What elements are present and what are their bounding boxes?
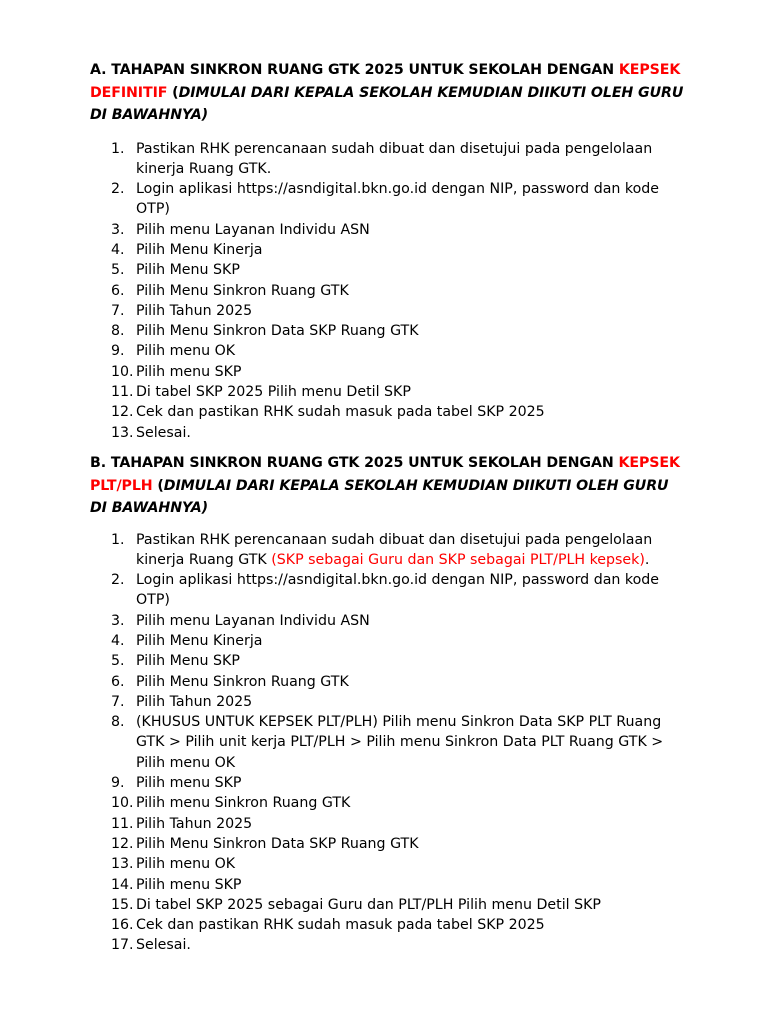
step-number: 17. xyxy=(111,937,134,954)
section-b-title: B. TAHAPAN SINKRON RUANG GTK 2025 UNTUK SEKOLAH DENGAN xyxy=(90,455,619,471)
step-text: Pastikan RHK perencanaan sudah dibuat dan disetujui pada pengelolaan kinerja Ruang GTK xyxy=(136,531,653,568)
step-number: 11. xyxy=(111,815,134,832)
list-item xyxy=(90,935,666,955)
step-number: 2. xyxy=(111,572,125,589)
step-number: 14. xyxy=(111,876,134,893)
step-number: 1. xyxy=(111,531,125,548)
step-number: 12. xyxy=(111,835,134,852)
section-b-subtitle: DIMULAI DARI KEPALA SEKOLAH KEMUDIAN DIIKUTI OLEH GURU DI BAWAHNYA) xyxy=(90,477,669,516)
section-b-steps xyxy=(90,530,690,956)
step-number: 10. xyxy=(111,363,134,380)
step-text: Cek dan pastikan RHK sudah masuk pada tabel SKP 2025 xyxy=(136,917,545,934)
list-item xyxy=(90,530,666,571)
step-text: Pilih Menu Kinerja xyxy=(136,632,263,649)
list-item xyxy=(90,281,666,301)
step-end: . xyxy=(644,551,650,568)
step-text: Login aplikasi https://asndigital.bkn.go.id dengan NIP, password dan kode OTP) xyxy=(136,572,660,609)
step-number: 5. xyxy=(111,262,125,279)
step-number: 16. xyxy=(111,917,134,934)
step-number: 13. xyxy=(111,424,134,441)
step-text: Pilih Menu Sinkron Ruang GTK xyxy=(136,673,349,690)
section-a-subtitle: DIMULAI DARI KEPALA SEKOLAH KEMUDIAN DIIKUTI OLEH GURU DI BAWAHNYA) xyxy=(90,84,684,123)
step-number: 11. xyxy=(111,384,134,401)
list-item xyxy=(90,854,666,874)
step-text: Pilih menu SKP xyxy=(136,363,242,380)
section-a-steps xyxy=(90,139,690,443)
list-item xyxy=(90,139,666,180)
list-item xyxy=(90,220,666,240)
step-text: (KHUSUS UNTUK KEPSEK PLT/PLH) Pilih menu Sinkron Data SKP PLT Ruang GTK > Pilih unit kerja PLT/PLH > Pilih menu Sinkron Data PLT Ruang GTK > Pilih menu OK xyxy=(136,714,664,771)
section-a-title-paren: ( xyxy=(167,84,179,101)
list-item xyxy=(90,895,666,915)
step-text: Pilih Menu Sinkron Data SKP Ruang GTK xyxy=(136,835,419,852)
step-number: 3. xyxy=(111,612,125,629)
section-a-title-highlight: KEPSEK DEFINITIF xyxy=(90,62,681,101)
list-item xyxy=(90,915,666,935)
step-number: 4. xyxy=(111,241,125,258)
step-text: Pilih Tahun 2025 xyxy=(136,302,253,319)
step-text: Cek dan pastikan RHK sudah masuk pada tabel SKP 2025 xyxy=(136,404,545,421)
step-number: 5. xyxy=(111,653,125,670)
step-text: Pastikan RHK perencanaan sudah dibuat dan disetujui pada pengelolaan kinerja Ruang GTK. xyxy=(136,140,653,177)
list-item xyxy=(90,773,666,793)
list-item xyxy=(90,423,666,443)
step-number: 12. xyxy=(111,404,134,421)
step-text: Pilih Menu SKP xyxy=(136,262,240,279)
step-text: Di tabel SKP 2025 sebagai Guru dan PLT/PLH Pilih menu Detil SKP xyxy=(136,896,601,913)
section-b-title-paren: ( xyxy=(152,477,164,494)
section-a xyxy=(90,59,690,443)
step-number: 3. xyxy=(111,221,125,238)
step-number: 8. xyxy=(111,323,125,340)
step-text: Pilih menu OK xyxy=(136,343,236,360)
step-text: Pilih menu SKP xyxy=(136,876,242,893)
step-text: Di tabel SKP 2025 Pilih menu Detil SKP xyxy=(136,384,411,401)
section-a-title: A. TAHAPAN SINKRON RUANG GTK 2025 UNTUK SEKOLAH DENGAN xyxy=(90,62,619,78)
step-text: Pilih menu Sinkron Ruang GTK xyxy=(136,795,351,812)
list-item xyxy=(90,611,666,631)
section-a-heading xyxy=(90,59,690,127)
step-text: Pilih menu SKP xyxy=(136,775,242,792)
list-item xyxy=(90,834,666,854)
step-text: Pilih Menu Sinkron Ruang GTK xyxy=(136,282,349,299)
step-number: 15. xyxy=(111,896,134,913)
step-text: Pilih menu Layanan Individu ASN xyxy=(136,221,370,238)
list-item xyxy=(90,179,666,220)
list-item xyxy=(90,402,666,422)
list-item xyxy=(90,631,666,651)
step-note: (SKP sebagai Guru dan SKP sebagai PLT/PLH kepsek) xyxy=(271,551,645,568)
step-number: 10. xyxy=(111,795,134,812)
step-text: Pilih menu Layanan Individu ASN xyxy=(136,612,370,629)
list-item xyxy=(90,793,666,813)
list-item xyxy=(90,875,666,895)
list-item xyxy=(90,240,666,260)
step-number: 4. xyxy=(111,632,125,649)
step-number: 13. xyxy=(111,856,134,873)
step-text: Pilih Menu Sinkron Data SKP Ruang GTK xyxy=(136,323,419,340)
step-number: 8. xyxy=(111,714,125,731)
step-text: Pilih Tahun 2025 xyxy=(136,815,253,832)
section-b xyxy=(90,452,690,956)
step-number: 7. xyxy=(111,693,125,710)
section-b-title-highlight: KEPSEK PLT/PLH xyxy=(90,455,680,494)
list-item xyxy=(90,301,666,321)
section-b-heading xyxy=(90,452,690,520)
list-item xyxy=(90,672,666,692)
step-text: Selesai. xyxy=(136,937,191,954)
list-item xyxy=(90,341,666,361)
step-number: 9. xyxy=(111,775,125,792)
step-number: 6. xyxy=(111,673,125,690)
step-text: Pilih Menu Kinerja xyxy=(136,241,263,258)
step-text: Pilih Menu SKP xyxy=(136,653,240,670)
list-item xyxy=(90,651,666,671)
step-number: 2. xyxy=(111,181,125,198)
step-text: Selesai. xyxy=(136,424,191,441)
list-item xyxy=(90,260,666,280)
list-item xyxy=(90,570,666,611)
step-number: 9. xyxy=(111,343,125,360)
list-item xyxy=(90,692,666,712)
step-text: Login aplikasi https://asndigital.bkn.go.id dengan NIP, password dan kode OTP) xyxy=(136,181,660,218)
list-item xyxy=(90,321,666,341)
list-item xyxy=(90,814,666,834)
step-number: 6. xyxy=(111,282,125,299)
list-item xyxy=(90,712,666,773)
step-text: Pilih menu OK xyxy=(136,856,236,873)
list-item xyxy=(90,382,666,402)
step-text: Pilih Tahun 2025 xyxy=(136,693,253,710)
step-number: 1. xyxy=(111,140,125,157)
step-number: 7. xyxy=(111,302,125,319)
list-item xyxy=(90,362,666,382)
